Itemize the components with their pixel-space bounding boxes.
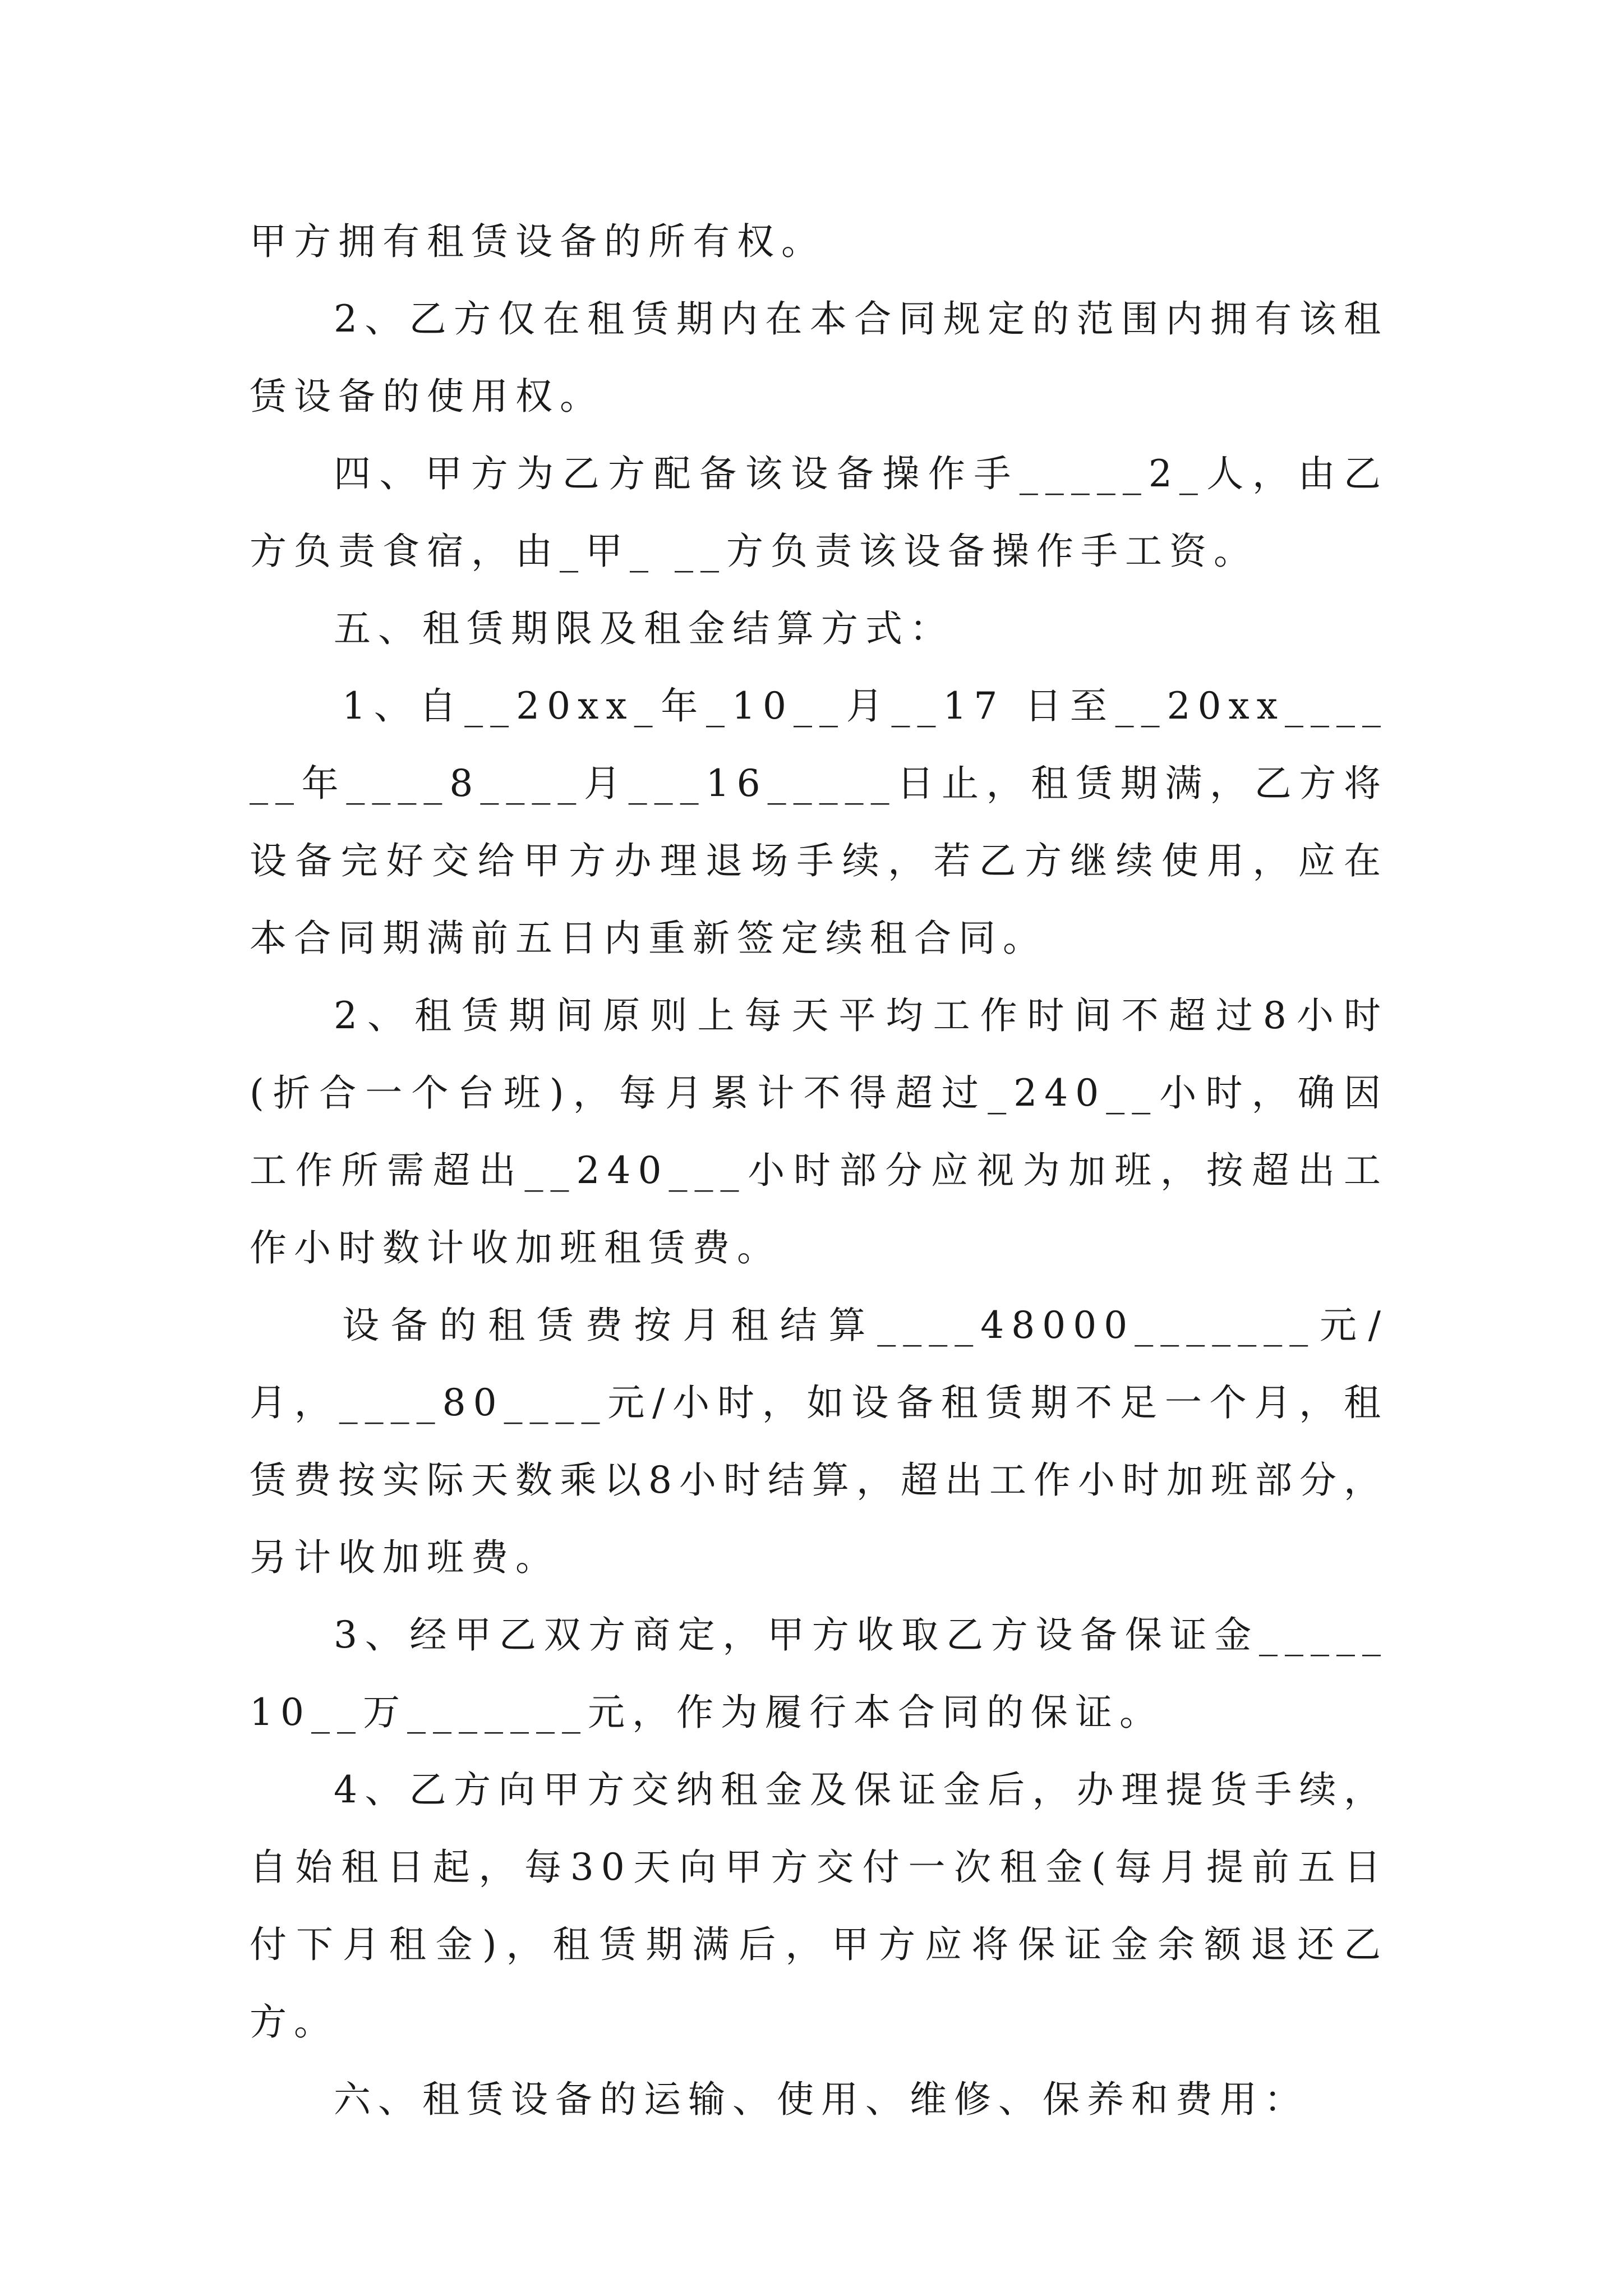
paragraph-deposit: 3、经甲乙双方商定，甲方收取乙方设备保证金_____10__万_______元，作为履行本合同的保证。	[250, 1613, 1388, 1734]
section-heading-transport-maintenance: 六、租赁设备的运输、使用、维修、保养和费用：	[334, 2078, 1308, 2121]
document-body	[250, 203, 1388, 2138]
paragraph-working-hours: 2、租赁期间原则上每天平均工作时间不超过8小时(折合一个台班)，每月累计不得超过_240__小时，确因工作所需超出__240___小时部分应视为加班，按超出工作小时数计收加班租赁费。	[250, 994, 1388, 1269]
paragraph-payment: 4、乙方向甲方交纳租金及保证金后，办理提货手续，自始租日起，每30天向甲方交付一次租金(每月提前五日付下月租金)，租赁期满后，甲方应将保证金余额退还乙方。	[250, 1768, 1388, 2044]
paragraph-lease-period: 1、自__20xx_年_10__月__17 日至__20xx______年____8____月___16_____日止，租赁期满，乙方将设备完好交给甲方办理退场手续，若乙方继续使用，应在本合同期满前五日内重新签定续租合同。	[250, 684, 1388, 960]
paragraph-operators: 四、甲方为乙方配备该设备操作手_____2_人，由乙方负责食宿，由_甲_ __方负责该设备操作手工资。	[250, 452, 1388, 573]
paragraph-ownership: 甲方拥有租赁设备的所有权。	[250, 220, 826, 263]
section-heading-lease-term: 五、租赁期限及租金结算方式：	[334, 607, 954, 650]
paragraph-usage-right: 2、乙方仅在租赁期内在本合同规定的范围内拥有该租赁设备的使用权。	[250, 297, 1388, 418]
paragraph-rental-fee: 设备的租赁费按月租结算____48000_______元/月，____80____元/小时，如设备租赁期不足一个月，租赁费按实际天数乘以8小时结算，超出工作小时加班部分，另计收加班费。	[250, 1304, 1388, 1579]
